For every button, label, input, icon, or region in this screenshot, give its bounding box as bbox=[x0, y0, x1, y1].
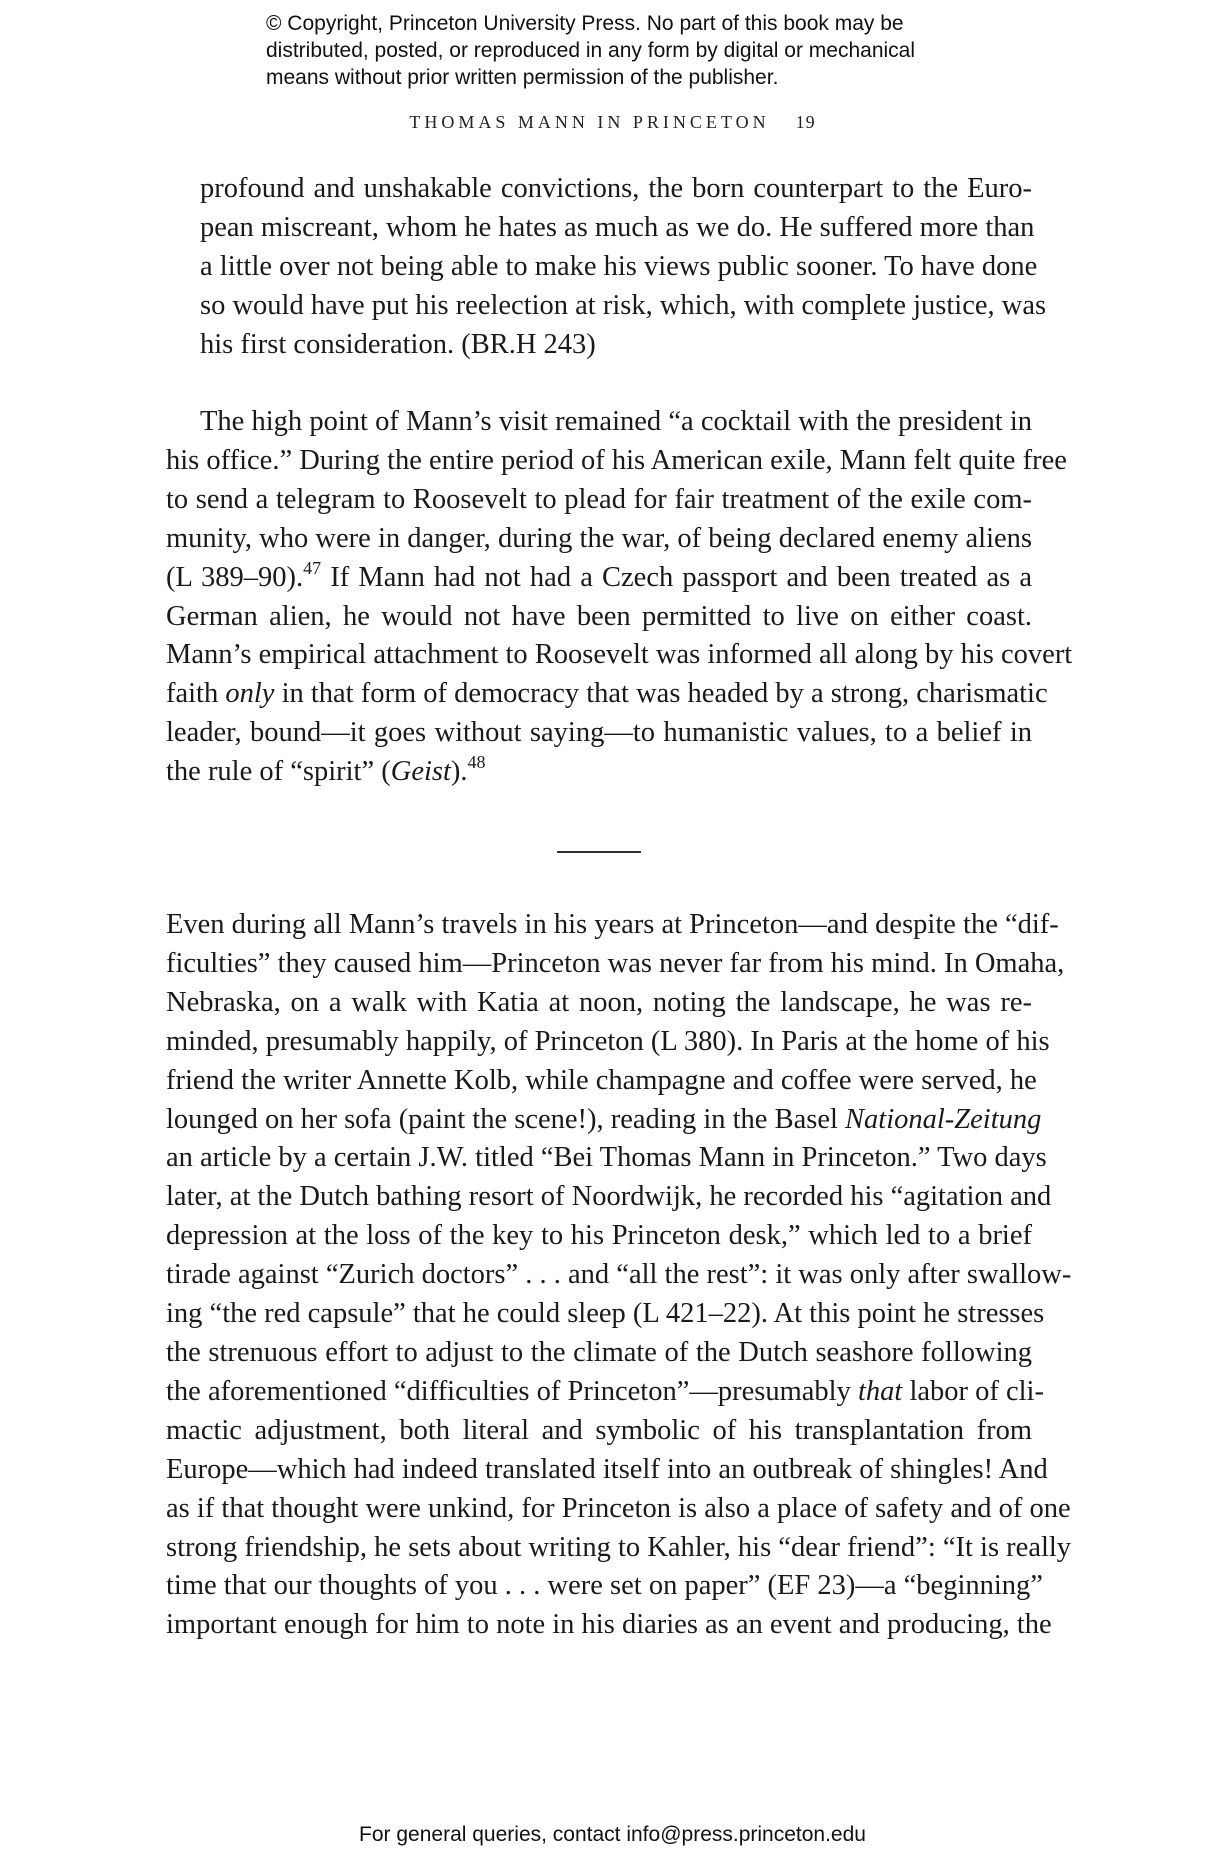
text-line bbox=[166, 1373, 1044, 1412]
text-line: important enough for him to note in his diaries as an event and producing, the bbox=[166, 1609, 1052, 1641]
block-quote bbox=[200, 170, 1047, 365]
italic-text: Geist bbox=[390, 756, 451, 788]
text-line: his first consideration. (BR.H 243) bbox=[200, 328, 596, 360]
text-line: The high point of Mann’s visit remained “a cocktail with the president in bbox=[200, 406, 1032, 437]
text-line: friend the writer Annette Kolb, while champagne and coffee were served, he bbox=[166, 1064, 1037, 1096]
text-line bbox=[166, 753, 1032, 792]
text-line: minded, presumably happily, of Princeton (L 380). In Paris at the home of his bbox=[166, 1025, 1050, 1057]
text-line: later, at the Dutch bathing resort of Noordwijk, he recorded his “agitation and bbox=[166, 1181, 1052, 1213]
text-span: If Mann had not had a Czech passport and been treated as a bbox=[321, 561, 1033, 593]
copyright-notice bbox=[266, 10, 1026, 91]
text-line: depression at the loss of the key to his Princeton desk,” which led to a brief bbox=[166, 1220, 1032, 1252]
text-line: his office.” During the entire period of his American exile, Mann felt quite free bbox=[166, 444, 1067, 476]
text-span: in that form of democracy that was headed by a strong, charismatic bbox=[274, 678, 1048, 710]
text-line: as if that thought were unkind, for Princeton is also a place of safety and of one bbox=[166, 1492, 1071, 1524]
text-line: pean miscreant, whom he hates as much as we do. He suffered more than bbox=[200, 211, 1035, 243]
text-span: (L 389–90). bbox=[166, 561, 304, 593]
text-line: time that our thoughts of you . . . were set on paper” (EF 23)—a “beginning” bbox=[166, 1570, 1043, 1602]
footnote-ref-47[interactable]: 47 bbox=[303, 557, 322, 578]
text-line: German alien, he would not have been permitted to live on either coast. bbox=[166, 600, 1032, 632]
running-head-title: THOMAS MANN IN PRINCETON bbox=[409, 112, 770, 132]
text-line bbox=[166, 1101, 1042, 1140]
text-line: tirade against “Zurich doctors” . . . and “all the rest”: it was only after swallow- bbox=[166, 1259, 1072, 1291]
page-number: 19 bbox=[795, 112, 816, 132]
text-line bbox=[166, 675, 1048, 714]
text-line: profound and unshakable convictions, the born counterpart to the Euro- bbox=[200, 173, 1032, 204]
text-span: ). bbox=[450, 756, 468, 788]
text-span: labor of cli- bbox=[902, 1375, 1044, 1407]
paragraph-1 bbox=[166, 403, 1073, 792]
text-line: munity, who were in danger, during the war, of being declared enemy aliens bbox=[166, 522, 1032, 554]
text-line: a little over not being able to make his views public sooner. To have done bbox=[200, 250, 1038, 282]
text-line: Even during all Mann’s travels in his years at Princeton—and despite the “dif- bbox=[166, 909, 1059, 940]
text-line: ficulties” they caused him—Princeton was never far from his mind. In Omaha, bbox=[166, 947, 1065, 979]
text-line: mactic adjustment, both literal and symbolic of his transplantation from bbox=[166, 1414, 1032, 1446]
text-line: ing “the red capsule” that he could sleep (L 421–22). At this point he stresses bbox=[166, 1298, 1045, 1330]
text-span: the aforementioned “difficulties of Princeton”—presumably bbox=[166, 1375, 858, 1407]
italic-text: National-Zeitung bbox=[845, 1103, 1042, 1135]
footer-contact: For general queries, contact info@press.princeton.edu bbox=[359, 1823, 866, 1846]
text-line: the strenuous effort to adjust to the climate of the Dutch seashore following bbox=[166, 1336, 1032, 1368]
italic-text: that bbox=[857, 1375, 903, 1407]
text-line: Mann’s empirical attachment to Roosevelt was informed all along by his covert bbox=[166, 639, 1073, 671]
copyright-line: distributed, posted, or reproduced in any form by digital or mechanical bbox=[266, 39, 916, 62]
text-span: the rule of “spirit” ( bbox=[166, 756, 391, 788]
text-line: leader, bound—it goes without saying—to humanistic values, to a belief in bbox=[166, 717, 1032, 749]
copyright-line: © Copyright, Princeton University Press. No part of this book may be bbox=[266, 12, 904, 35]
footnote-ref-48[interactable]: 48 bbox=[467, 752, 486, 773]
section-divider bbox=[557, 851, 641, 853]
text-line: strong friendship, he sets about writing to Kahler, his “dear friend”: “It is really bbox=[166, 1531, 1072, 1563]
text-line: to send a telegram to Roosevelt to plead for fair treatment of the exile com- bbox=[166, 483, 1032, 515]
text-line: an article by a certain J.W. titled “Bei Thomas Mann in Princeton.” Two days bbox=[166, 1142, 1047, 1174]
running-head bbox=[0, 112, 1225, 133]
text-span: faith bbox=[166, 678, 226, 710]
text-span: lounged on her sofa (paint the scene!), reading in the Basel bbox=[166, 1103, 846, 1135]
text-line: Europe—which had indeed translated itself into an outbreak of shingles! And bbox=[166, 1453, 1048, 1485]
text-line: Nebraska, on a walk with Katia at noon, noting the landscape, he was re- bbox=[166, 986, 1032, 1018]
text-line: so would have put his reelection at risk, which, with complete justice, was bbox=[200, 289, 1047, 321]
text-line bbox=[166, 559, 1032, 598]
italic-text: only bbox=[225, 678, 275, 710]
copyright-line: means without prior written permission of the publisher. bbox=[266, 66, 779, 89]
paragraph-2 bbox=[166, 906, 1072, 1645]
